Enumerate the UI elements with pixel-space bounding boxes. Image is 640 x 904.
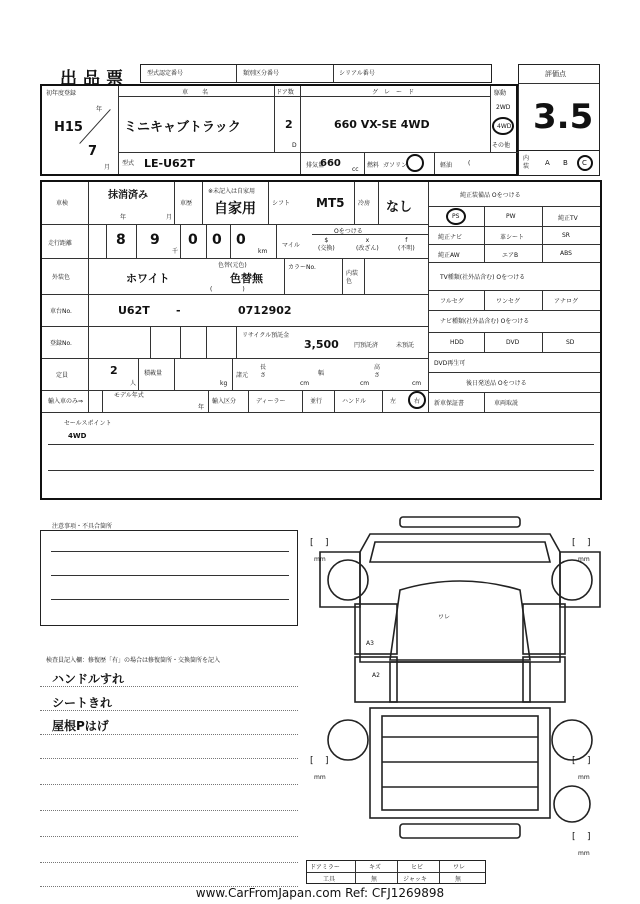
height-label: 高さ: [374, 364, 381, 379]
interior-label: 内装: [523, 155, 530, 170]
handle-left: 左: [390, 398, 397, 405]
import-parallel: 並行: [310, 398, 323, 405]
sales-text: 4WD: [68, 432, 87, 440]
fuel-gas: ガソリン: [383, 162, 408, 169]
load-label: 積載量: [144, 370, 163, 377]
car-name-label: 車名: [182, 89, 223, 96]
tire-bracket-fl: [ ]: [310, 538, 329, 548]
width-label: 幅: [318, 370, 325, 377]
equip-navi: 純正ナビ: [438, 234, 463, 241]
first-reg-label: 初年度登録: [46, 90, 77, 97]
exterior-label: 外装色: [52, 274, 71, 281]
interior-grade-box: [518, 150, 600, 176]
load-kg: kg: [220, 380, 228, 387]
inspection-month: 月: [166, 214, 173, 221]
interior-a: A: [545, 159, 550, 167]
first-reg-month: 7: [88, 144, 98, 159]
chassis-prefix: U62T: [118, 304, 150, 317]
colorno-label: カラーNo.: [288, 264, 316, 271]
history-note: ※未記入は自家用: [208, 188, 256, 195]
model-value: LE-U62T: [144, 157, 195, 170]
truck-bed-shape: [370, 708, 550, 818]
mileage-label: 走行距離: [48, 240, 73, 247]
legend-h1: ドアミラー: [310, 864, 340, 871]
handle-right-circle: [408, 391, 426, 409]
inspection-year: 年: [120, 214, 127, 221]
shift-label: シフト: [272, 200, 291, 207]
model-year-suffix: 年: [198, 404, 205, 411]
recycle-label: リサイクル預託金: [242, 332, 290, 339]
length-label: 長さ: [260, 364, 267, 379]
import-class-label: 輸入区分: [212, 398, 237, 405]
exterior-value: ホワイト: [126, 272, 170, 285]
vehicle-info-block: [40, 84, 518, 176]
equip-aw: 純正AW: [438, 252, 460, 259]
repaint-paren: ( ): [210, 286, 245, 293]
inspection-value: 抹消済み: [108, 190, 148, 201]
mileage-digit-2: 9: [150, 232, 160, 248]
tv-oneseg: ワンセグ: [496, 298, 521, 305]
history-value: 自家用: [214, 201, 256, 217]
drive-4wd-circle: [492, 117, 514, 135]
legend-table: [306, 860, 486, 884]
drive-2wd: 2WD: [496, 104, 511, 111]
chassis-number: 0712902: [238, 304, 292, 317]
door-d: D: [292, 142, 297, 149]
score-label: 評価点: [545, 70, 566, 78]
later-manual: 車両取説: [494, 400, 519, 407]
capacity-label: 定員: [56, 372, 69, 379]
equip-leather: 革シート: [500, 234, 525, 241]
handle-label: ハンドル: [342, 398, 367, 405]
doors-label: ドア数: [276, 89, 294, 96]
interior-color-label: 内装色: [346, 270, 359, 285]
interior-b: B: [563, 159, 568, 167]
interior-c: C: [582, 159, 587, 167]
fuel-gas-circle: [406, 154, 424, 172]
cc: cc: [352, 166, 359, 173]
drive-other: その他: [492, 142, 511, 149]
length-cm: cm: [300, 380, 310, 387]
handle-right: 右: [414, 398, 421, 405]
legend-h4: ワレ: [453, 864, 466, 871]
km: km: [258, 248, 268, 255]
legend-v4: 無: [455, 876, 462, 883]
repaint-value: 色替無: [230, 272, 263, 285]
ac-value: なし: [386, 200, 413, 215]
fuel-paren: (: [468, 160, 471, 167]
legend-h2: キズ: [369, 864, 381, 871]
windshield-shape: [390, 581, 530, 660]
tire-bracket-fr: [ ]: [572, 538, 591, 548]
mileage-unknown: f (不明): [398, 237, 415, 252]
notes-box: [40, 530, 298, 626]
inspector-title: 検査員記入欄：修復歴「有」の場合は修復箇所・交換箇所を記入: [46, 657, 221, 664]
equip-tv: 純正TV: [558, 215, 578, 222]
later-warranty: 新車保証書: [434, 400, 465, 407]
mileage-digit-4: 0: [212, 232, 222, 248]
displacement-label: 排気量: [306, 162, 325, 169]
mileage-replaced: $ (交換): [318, 237, 335, 252]
drive-label: 駆動: [494, 90, 507, 97]
fuel-diesel: 軽油: [440, 162, 453, 169]
model-year-label: モデル年式: [114, 392, 144, 399]
sheet-title: 出品票: [60, 69, 129, 89]
tire-bracket-rr: [ ]: [572, 756, 591, 766]
height-cm: cm: [412, 380, 422, 387]
navi-sd: SD: [566, 339, 575, 346]
persons: 人: [130, 380, 137, 387]
navi-dvd-play: DVD再生可: [434, 360, 466, 367]
ac-label: 冷房: [358, 200, 371, 207]
doors: 2: [285, 118, 293, 131]
tire-bracket-rl: [ ]: [310, 756, 329, 766]
tire-bracket-spare: [ ]: [572, 832, 591, 842]
equip-ps-circle: [446, 208, 466, 225]
tv-fullseg: フルセグ: [440, 298, 464, 305]
navi-title: ナビ種類(社外品含む) Oをつける: [440, 318, 530, 325]
equipment-title: 純正装備品 Oをつける: [460, 192, 521, 199]
repaint-label: 色替(元色): [218, 262, 247, 269]
details-block: [40, 180, 602, 500]
legend-v2: 無: [371, 876, 378, 883]
month-suffix: 月: [104, 164, 111, 171]
equip-sr: SR: [562, 232, 570, 239]
mark-a2: A2: [372, 672, 380, 679]
mileage-digit-1: 8: [116, 232, 126, 248]
sales-label: セールスポイント: [64, 420, 112, 427]
recycle-value: 3,500: [304, 338, 339, 351]
thousand: 千: [172, 248, 179, 255]
mark-a3: A3: [366, 640, 374, 647]
interior-c-circle: [577, 155, 593, 171]
serial-label: シリアル番号: [339, 70, 375, 77]
mileage-digit-5: 0: [236, 232, 246, 248]
navi-hdd: HDD: [450, 339, 464, 346]
equip-ps: PS: [452, 213, 460, 220]
import-label: 輸入車のみ⇒: [48, 398, 84, 405]
dims-label: 諸元: [236, 372, 249, 379]
mileage-digit-3: 0: [188, 232, 198, 248]
legend-v1: 工具: [323, 876, 336, 883]
recycle-paid: 円預託済: [354, 342, 379, 349]
model-cert-label: 型式認定番号: [147, 70, 184, 77]
footer-text: www.CarFromJapan.com Ref: CFJ1269898: [195, 886, 445, 900]
tire-mm-rl: mm: [314, 774, 326, 781]
score-value: 3.5: [533, 97, 594, 137]
tire-mm-rr: mm: [578, 774, 590, 781]
vehicle-diagram: [300, 512, 620, 862]
tire-mm-fr: mm: [578, 556, 590, 563]
equip-abs: ABS: [560, 250, 572, 257]
mileage-altered: x (改ざん): [356, 237, 379, 252]
circle-hint: Oをつける: [334, 228, 363, 235]
drive-4wd: 4WD: [497, 123, 512, 130]
header-codes-box: [140, 64, 492, 83]
tv-analog: アナログ: [554, 298, 579, 305]
history-label: 車歴: [180, 200, 193, 207]
later-title: 後日発送品 Oをつける: [466, 380, 527, 387]
equip-pw: PW: [506, 213, 516, 220]
car-name: ミニキャブトラック: [124, 120, 241, 135]
mark-ware: ワレ: [438, 614, 451, 621]
shift-value: MT5: [316, 196, 345, 210]
model-label: 型式: [122, 160, 135, 167]
reg-no-label: 登録No.: [50, 340, 72, 347]
navi-dvd: DVD: [506, 339, 520, 346]
front-bumper-shape: [400, 517, 520, 527]
note-line-3: 屋根Pはげ: [52, 719, 109, 733]
inspection-label: 車検: [56, 200, 69, 207]
mile-label: マイル: [282, 242, 300, 249]
front-body-shape: [360, 534, 560, 662]
import-dealer: ディーラー: [256, 398, 286, 405]
note-line-2: シートきれ: [52, 696, 113, 710]
grade-label: グレード: [372, 89, 421, 96]
tire-mm-spare: mm: [578, 850, 590, 857]
type-class-label: 類別区分番号: [243, 70, 280, 77]
chassis-dash: -: [176, 304, 181, 317]
chassis-label: 車台No.: [50, 308, 72, 315]
legend-h3: ヒビ: [411, 864, 424, 871]
first-reg-year: H15: [54, 120, 83, 135]
note-line-1: ハンドルすれ: [52, 672, 125, 686]
fuel-label: 燃料: [367, 162, 380, 169]
tire-mm-fl: mm: [314, 556, 326, 563]
grade: 660 VX-SE 4WD: [334, 118, 430, 131]
recycle-unpaid: 未預託: [396, 342, 415, 349]
legend-v3: ジャッキ: [403, 876, 427, 883]
year-suffix: 年: [96, 106, 103, 113]
tv-title: TV種類(社外品含む) Oをつける: [440, 274, 526, 281]
capacity-value: 2: [110, 364, 118, 377]
displacement: 660: [320, 158, 341, 169]
equip-airbag: エアB: [502, 252, 519, 259]
notes-title: 注意事項・不具合箇所: [52, 523, 113, 530]
width-cm: cm: [360, 380, 370, 387]
